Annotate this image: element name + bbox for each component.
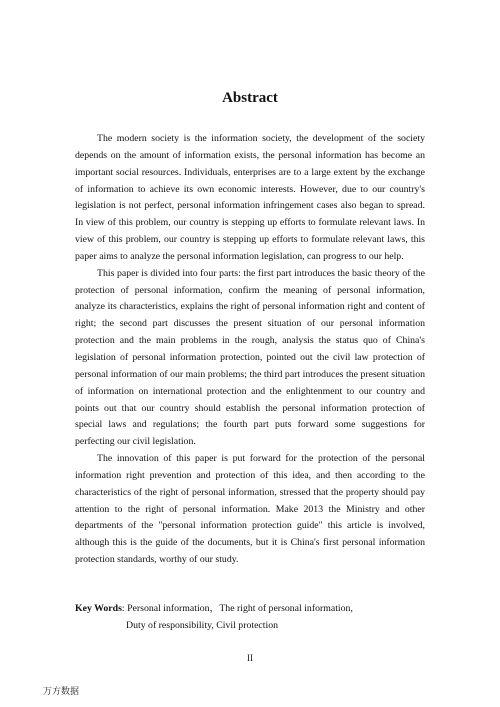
- keywords-section: [75, 600, 425, 634]
- abstract-paragraph-1: The modern society is the information society, the development of the society depends on the amount of information exists, the personal information has become an important social resources. Individuals, enterprises are to a large extent by the exchange of information to achieve its own economic interests. However, due to our country's legislation is not perfect, personal information infringement cases also began to spread. In view of this problem, our country is stepping up efforts to formulate relevant laws. In view of this problem, our country is stepping up efforts to formulate relevant laws, this paper aims to analyze the personal information legislation, can progress to our help.: [75, 133, 425, 262]
- abstract-paragraph-2: This paper is divided into four parts: the first part introduces the basic theory of the protection of personal information, confirm the meaning of personal information, analyze its characteristics, explains the right of personal information right and content of right; the second part discusses the present situation of our personal information protection and the main problems in the rough, analysis the status quo of China's legislation of personal information protection, pointed out the civil law protection of personal information of our main problems; the third part introduces the present situation of information on international protection and the enlightenment to our country and points out that our country should establish the personal information protection of special laws and regulations; the fourth part puts forward some suggestions for perfecting our civil legislation.: [75, 267, 425, 448]
- keywords-text-1: : Personal information，The right of personal information,: [121, 603, 353, 614]
- keywords-line-1: [75, 600, 425, 617]
- watermark-text: 万方数据: [43, 687, 80, 697]
- abstract-body: [75, 131, 425, 569]
- abstract-paragraph-3: The innovation of this paper is put forward for the protection of the personal information right prevention and protection of this idea, and then according to the characteristics of the right of personal information, stressed that the property should pay attention to the right of personal information. Make 2013 the Ministry and other departments of the "personal information protection guide" this article is involved, although this is the guide of the documents, but it is China's first personal information protection standards, worthy of our study.: [75, 453, 425, 566]
- page-title: Abstract: [222, 90, 278, 106]
- page-number: II: [247, 653, 253, 663]
- keywords-line-2: Duty of responsibility, Civil protection: [126, 620, 279, 631]
- keywords-label: Key Words: [75, 603, 122, 614]
